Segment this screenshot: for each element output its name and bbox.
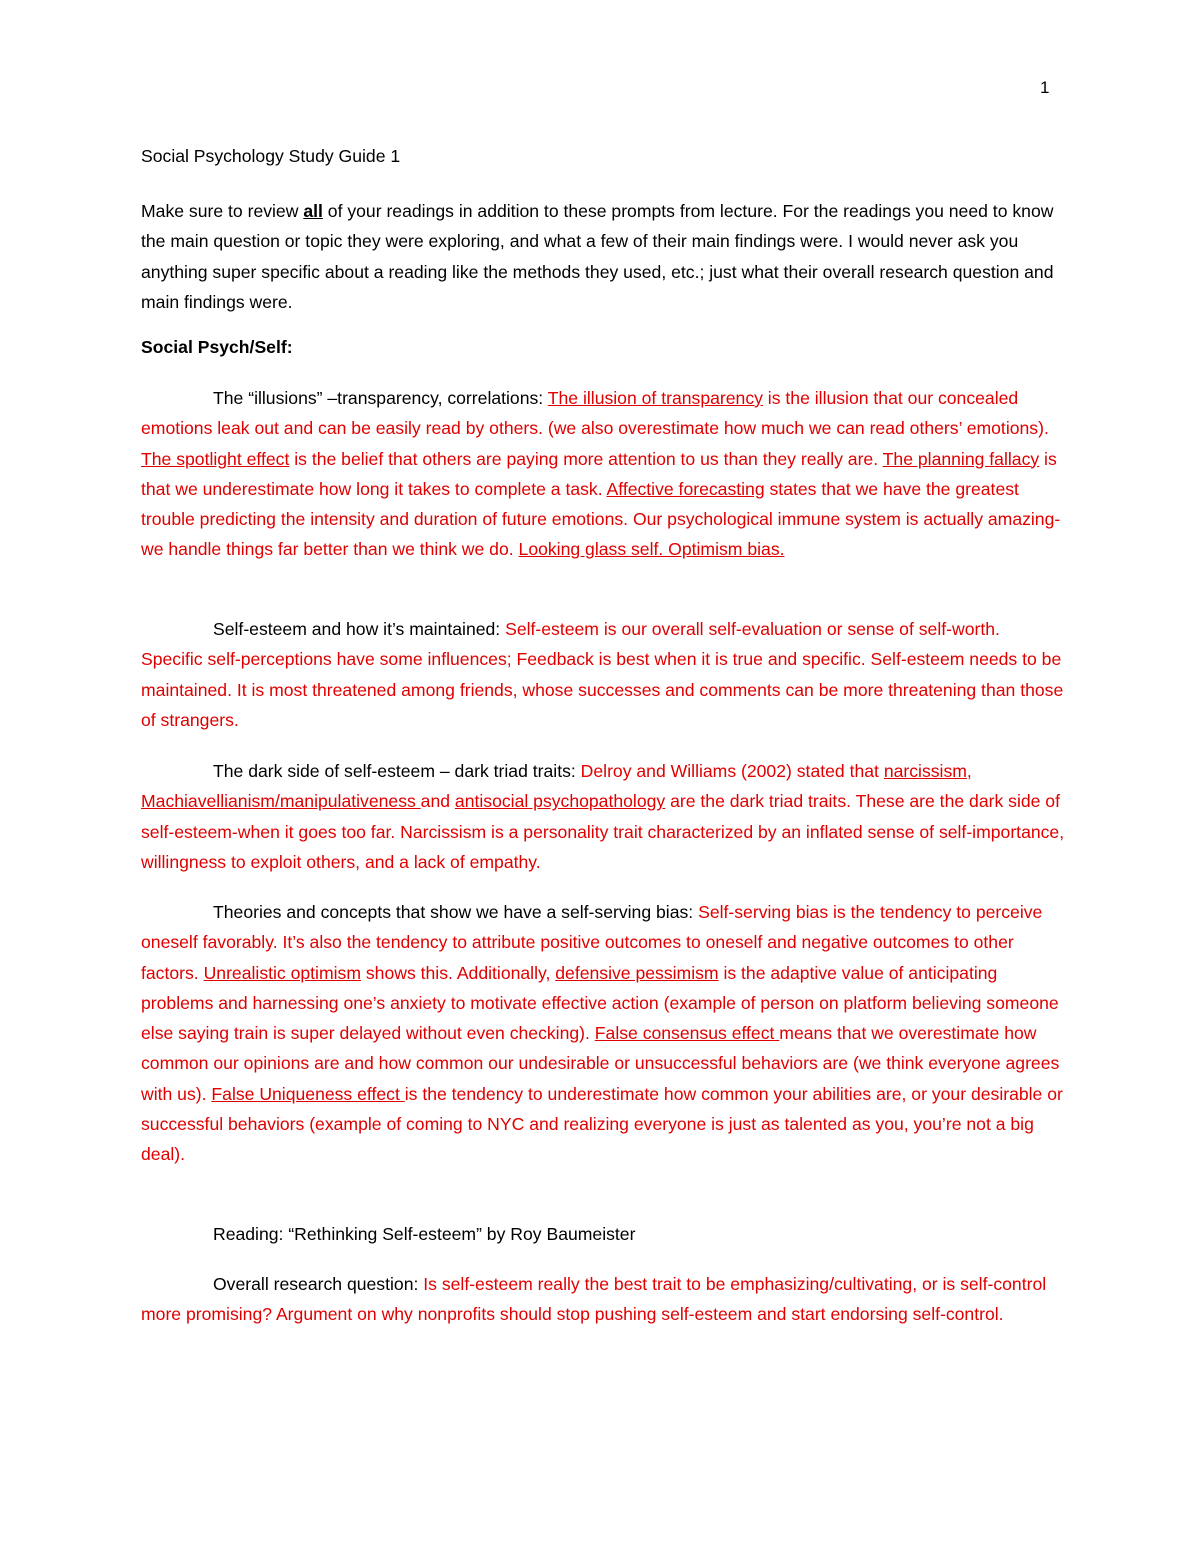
term-defensive-pessimism: defensive pessimism: [555, 962, 719, 983]
intro-text-rest: of your readings in addition to these prompts from lecture. For the readings you need to know the main question or topic they were exploring, and what a few of their main findings were. I would never ask you anything super specific about a reading like the methods they used, etc.; just what their overall research question and main findings were.: [141, 201, 1054, 312]
self-serving-lead: Theories and concepts that show we have a self-serving bias:: [213, 902, 699, 922]
dark-side-text: Delroy and Williams (2002) stated that: [580, 761, 884, 781]
research-question-lead: Overall research question:: [213, 1274, 424, 1294]
term-false-uniqueness-effect: False Uniqueness effect: [211, 1083, 405, 1104]
term-false-consensus-effect: False consensus effect: [594, 1023, 780, 1044]
section-heading: Social Psych/Self:: [141, 337, 293, 357]
term-looking-glass-optimism: Looking glass self. Optimism bias.: [518, 539, 785, 560]
self-serving-paragraph: [141, 897, 1066, 1170]
research-question-paragraph: [141, 1269, 1066, 1330]
term-unrealistic-optimism: Unrealistic optimism: [203, 962, 361, 983]
term-narcissism: narcissism: [883, 761, 967, 781]
term-machiavellianism: Machiavellianism/manipulativeness: [141, 791, 421, 812]
term-antisocial-psychopathology: antisocial psychopathology: [454, 791, 666, 812]
illusions-lead: The “illusions” –transparency, correlations:: [213, 388, 548, 408]
self-serving-text: shows this. Additionally,: [360, 962, 556, 983]
term-illusion-of-transparency: The illusion of transparency: [547, 388, 763, 408]
dark-side-text: are the dark triad traits. These are the dark side of self-esteem-when it goes too far. Narcissism is a personality trait characterized by an inflated sense of self-importance, willingness to exploit others, and a lack of empathy.: [141, 791, 1065, 872]
dark-side-lead: The dark side of self-esteem – dark triad traits:: [213, 761, 581, 781]
term-spotlight-effect: The spotlight effect: [141, 448, 290, 469]
illusions-text: is the belief that others are paying more attention to us than they really are.: [289, 448, 883, 469]
self-esteem-lead: Self-esteem and how it’s maintained:: [213, 619, 506, 639]
dark-side-text: ,: [966, 761, 972, 781]
self-esteem-body: Self-esteem is our overall self-evaluation or sense of self-worth. Specific self-perceptions have some influences; Feedback is best when it is true and specific. Self-esteem needs to be maintained. It is most threatened among friends, whose successes and comments can be more threatening than those of strangers.: [141, 619, 1064, 730]
self-esteem-paragraph: [141, 614, 1066, 735]
reading-line: Reading: “Rethinking Self-esteem” by Roy Baumeister: [213, 1224, 636, 1244]
illusions-text: states that we have the greatest trouble predicting the intensity and duration of future emotions. Our psychological immune system is actually amazing-we handle things far better than we think we do.: [141, 478, 1061, 560]
illusions-text: is the illusion that our concealed emotions leak out and can be easily read by others. (we also overestimate how much we can read others’ emotions).: [141, 388, 1049, 439]
dark-side-text: and: [420, 791, 455, 812]
intro-paragraph: [141, 196, 1066, 317]
research-question-body: Is self-esteem really the best trait to be emphasizing/cultivating, or is self-control more promising? Argument on why nonprofits should stop pushing self-esteem and start endorsing self-control.: [141, 1274, 1047, 1325]
page-title: Social Psychology Study Guide 1: [141, 146, 401, 166]
term-affective-forecasting: Affective forecasting: [606, 478, 765, 499]
illusions-text: is that we underestimate how long it takes to complete a task.: [141, 448, 1057, 499]
self-serving-text: is the tendency to underestimate how common your abilities are, or your desirable or successful behaviors (example of coming to NYC and realizing everyone is just as talented as you, you’re not a big deal).: [141, 1083, 1063, 1165]
page-number: 1: [1040, 78, 1050, 97]
intro-emphasis: all: [303, 201, 323, 221]
term-planning-fallacy: The planning fallacy: [882, 448, 1040, 469]
intro-text: Make sure to review: [141, 201, 304, 221]
self-serving-text: means that we overestimate how common our opinions are and how common our undesirable or unsuccessful behaviors are (we think everyone agrees with us).: [141, 1023, 1060, 1104]
illusions-paragraph: [141, 383, 1066, 565]
dark-side-paragraph: [141, 756, 1066, 877]
self-serving-text: is the adaptive value of anticipating problems and harnessing one’s anxiety to motivate effective action (example of person on platform believing someone else saying train is super delayed without even checking).: [141, 962, 1059, 1044]
self-serving-text: Self-serving bias is the tendency to perceive oneself favorably. It’s also the tendency to attribute positive outcomes to oneself and negative outcomes to other factors.: [141, 902, 1043, 983]
